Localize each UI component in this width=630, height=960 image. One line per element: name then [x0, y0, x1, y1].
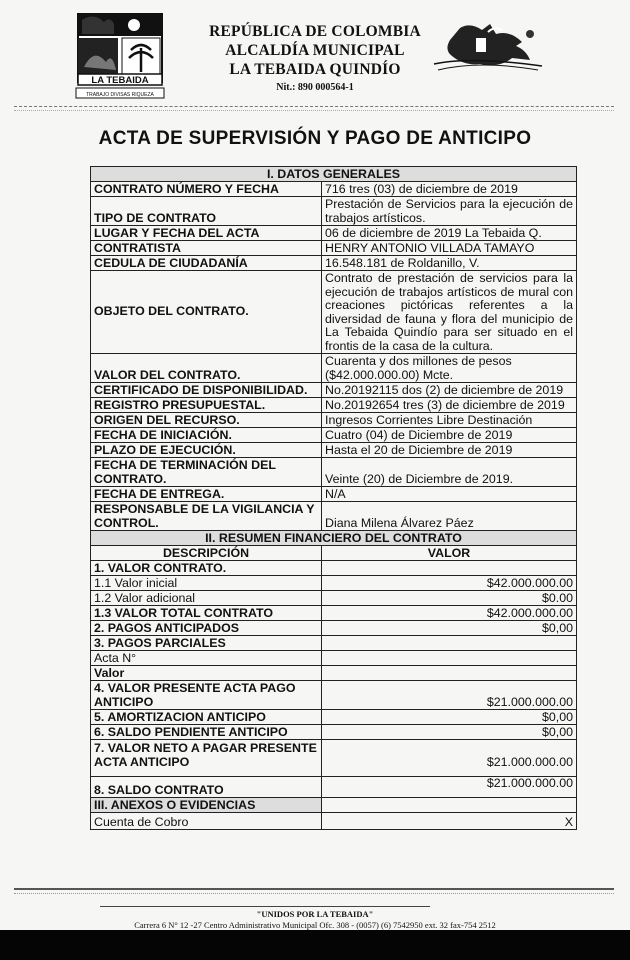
- table-row: [91, 398, 577, 413]
- table-row: [91, 502, 577, 531]
- financial-label: 1.2 Valor adicional: [91, 591, 322, 606]
- coat-of-arms-name: LA TEBAIDA: [91, 75, 149, 86]
- table-row: [91, 487, 577, 502]
- financial-value: $21.000.000.00: [322, 777, 577, 798]
- table-row: [91, 241, 577, 256]
- header-divider: [14, 106, 614, 107]
- financial-value: [322, 666, 577, 681]
- field-label: VALOR DEL CONTRATO.: [91, 354, 322, 383]
- field-value: HENRY ANTONIO VILLADA TAMAYO: [322, 241, 577, 256]
- table-row: [91, 710, 577, 725]
- financial-value: $21.000.000.00: [322, 740, 577, 777]
- field-value: 716 tres (03) de diciembre de 2019: [322, 182, 577, 197]
- financial-label: 5. AMORTIZACION ANTICIPO: [91, 710, 322, 725]
- section3-heading: III. ANEXOS O EVIDENCIAS: [91, 798, 322, 813]
- footer-underline: [100, 906, 430, 907]
- financial-value: $0,00: [322, 710, 577, 725]
- table-row: [91, 197, 577, 226]
- financial-value: [322, 651, 577, 666]
- table-row: [91, 813, 577, 830]
- table-row: [91, 636, 577, 651]
- footer-address: Carrera 6 N° 12 -27 Centro Administrativo Municipal Ofc. 308 - (0057) (6) 7542950 ext. 32 fax-754 2512: [134, 920, 496, 930]
- bottom-black-bar: [0, 930, 630, 960]
- nit-number: Nit.: 890 000564-1: [276, 82, 354, 93]
- table-row: [91, 666, 577, 681]
- table-row: [91, 561, 577, 576]
- financial-label: 8. SALDO CONTRATO: [91, 777, 322, 798]
- table-row: [91, 226, 577, 241]
- table-row: [91, 621, 577, 636]
- table-row: [91, 725, 577, 740]
- financial-label: 7. VALOR NETO A PAGAR PRESENTE ACTA ANTICIPO: [91, 740, 322, 777]
- table-row: [91, 606, 577, 621]
- table-row: [91, 651, 577, 666]
- field-value: Diana Milena Álvarez Páez: [322, 502, 577, 531]
- field-value: Cuarenta y dos millones de pesos ($42.000.000.00) Mcte.: [322, 354, 577, 383]
- table-row: [91, 271, 577, 354]
- field-value: N/A: [322, 487, 577, 502]
- document-title: ACTA DE SUPERVISIÓN Y PAGO DE ANTICIPO: [98, 128, 532, 149]
- column-header-value: VALOR: [322, 546, 577, 561]
- municipal-brand-logo: [430, 20, 548, 76]
- financial-label: 4. VALOR PRESENTE ACTA PAGO ANTICIPO: [91, 681, 322, 710]
- field-value: 06 de diciembre de 2019 La Tebaida Q.: [322, 226, 577, 241]
- section-heading-row: [91, 531, 577, 546]
- field-value: Cuatro (04) de Diciembre de 2019: [322, 428, 577, 443]
- field-value: No.20192115 dos (2) de diciembre de 2019: [322, 383, 577, 398]
- table-row: [91, 458, 577, 487]
- field-value: Veinte (20) de Diciembre de 2019.: [322, 458, 577, 487]
- field-value: Ingresos Corrientes Libre Destinación: [322, 413, 577, 428]
- table-row: [91, 383, 577, 398]
- financial-label: 1.1 Valor inicial: [91, 576, 322, 591]
- financial-value: $0.00: [322, 591, 577, 606]
- table-row: [91, 576, 577, 591]
- field-label: PLAZO DE EJECUCIÓN.: [91, 443, 322, 458]
- field-label: FECHA DE INICIACIÓN.: [91, 428, 322, 443]
- field-label: OBJETO DEL CONTRATO.: [91, 271, 322, 354]
- table-row: [91, 428, 577, 443]
- financial-value: $0,00: [322, 621, 577, 636]
- financial-label: 2. PAGOS ANTICIPADOS: [91, 621, 322, 636]
- section-heading-row: [91, 798, 577, 813]
- field-label: FECHA DE TERMINACIÓN DEL CONTRATO.: [91, 458, 322, 487]
- institution-name: ALCALDÍA MUNICIPAL: [225, 42, 405, 59]
- field-value: Prestación de Servicios para la ejecución de trabajos artísticos.: [322, 197, 577, 226]
- field-label: FECHA DE ENTREGA.: [91, 487, 322, 502]
- column-header-description: DESCRIPCIÓN: [91, 546, 322, 561]
- field-label: CONTRATO NÚMERO Y FECHA: [91, 182, 322, 197]
- field-value: Contrato de prestación de servicios para la ejecución de trabajos artísticos de mural con creaciones pictóricas referentes a la diversidad de fauna y flora del municipio de La Tebaida Quindío para ser situado en el frontis de la casa de la cultura.: [322, 271, 577, 354]
- table-row: [91, 413, 577, 428]
- financial-label: Acta N°: [91, 651, 322, 666]
- annex-label: Cuenta de Cobro: [91, 813, 322, 830]
- table-row: [91, 591, 577, 606]
- table-row: [91, 443, 577, 458]
- financial-value: $0,00: [322, 725, 577, 740]
- field-label: CONTRATISTA: [91, 241, 322, 256]
- table-row: [91, 354, 577, 383]
- contract-table: [90, 166, 577, 830]
- coat-of-arms-motto: TRABAJO DIVISAS RIQUEZA: [86, 92, 154, 98]
- letterhead: [0, 0, 630, 112]
- financial-value: $42.000.000.00: [322, 576, 577, 591]
- table-row: [91, 681, 577, 710]
- header-divider-secondary: [14, 110, 614, 111]
- financial-value: [322, 636, 577, 651]
- footer-divider-secondary: [14, 893, 614, 894]
- section3-heading-blank: [322, 798, 577, 813]
- field-label: TIPO DE CONTRATO: [91, 197, 322, 226]
- table-row: [91, 182, 577, 197]
- annex-mark: X: [322, 813, 577, 830]
- table-row: [91, 777, 577, 798]
- field-label: REGISTRO PRESUPUESTAL.: [91, 398, 322, 413]
- field-value: Hasta el 20 de Diciembre de 2019: [322, 443, 577, 458]
- letterhead-text: [170, 22, 460, 93]
- field-label: RESPONSABLE DE LA VIGILANCIA Y CONTROL.: [91, 502, 322, 531]
- financial-value: $42.000.000.00: [322, 606, 577, 621]
- field-label: ORIGEN DEL RECURSO.: [91, 413, 322, 428]
- section-heading-row: [91, 167, 577, 182]
- footer-slogan: "UNIDOS POR LA TEBAIDA": [256, 909, 374, 919]
- column-header-row: [91, 546, 577, 561]
- financial-label: 1.3 VALOR TOTAL CONTRATO: [91, 606, 322, 621]
- table-row: [91, 740, 577, 777]
- financial-label: Valor: [91, 666, 322, 681]
- financial-label: 3. PAGOS PARCIALES: [91, 636, 322, 651]
- table-row: [91, 256, 577, 271]
- municipality-name: LA TEBAIDA QUINDÍO: [229, 61, 401, 78]
- financial-value: $21.000.000.00: [322, 681, 577, 710]
- field-label: CEDULA DE CIUDADANÍA: [91, 256, 322, 271]
- section2-heading: II. RESUMEN FINANCIERO DEL CONTRATO: [91, 531, 577, 546]
- field-label: CERTIFICADO DE DISPONIBILIDAD.: [91, 383, 322, 398]
- field-value: 16.548.181 de Roldanillo, V.: [322, 256, 577, 271]
- country-name: REPÚBLICA DE COLOMBIA: [209, 23, 421, 40]
- coat-of-arms-logo: [74, 12, 166, 104]
- field-label: LUGAR Y FECHA DEL ACTA: [91, 226, 322, 241]
- section1-heading: I. DATOS GENERALES: [91, 167, 577, 182]
- financial-value: [322, 561, 577, 576]
- field-value: No.20192654 tres (3) de diciembre de 2019: [322, 398, 577, 413]
- financial-label: 6. SALDO PENDIENTE ANTICIPO: [91, 725, 322, 740]
- financial-label: 1. VALOR CONTRATO.: [91, 561, 322, 576]
- footer-divider: [14, 888, 614, 890]
